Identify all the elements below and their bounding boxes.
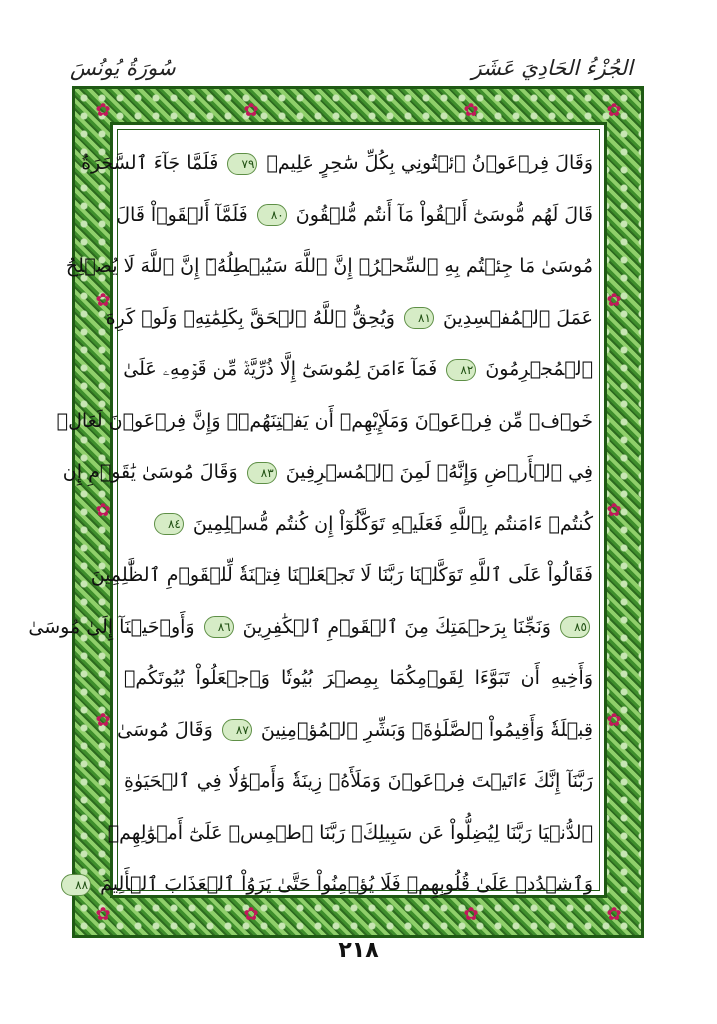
- text-line: [65, 241, 593, 293]
- text-line: [81, 138, 593, 190]
- flower-ornament-icon: ✿: [95, 904, 111, 925]
- ayah-number-marker: ٨٤: [154, 513, 184, 535]
- verse-text: فِي ٱلۡأَرۡضِ وَإِنَّهُۥ لَمِنَ ٱلۡمُسۡرِفِينَ: [285, 461, 593, 483]
- flower-ornament-icon: ✿: [95, 290, 111, 311]
- verse-text: وَأَوۡحَيۡنَآ إِلَىٰ مُوسَىٰ: [28, 615, 195, 638]
- text-line: [90, 550, 593, 602]
- quran-text-block: [28, 138, 593, 911]
- verse-text: وَيُحِقُّ ٱللَّهُ ٱلۡحَقَّ بِكَلِمَٰتِهِۦ وَلَوۡ كَرِهَ: [105, 306, 395, 329]
- flower-ornament-icon: ✿: [606, 710, 622, 731]
- flower-ornament-icon: ✿: [243, 904, 259, 925]
- text-line: [107, 808, 593, 860]
- ayah-number-marker: ٨٠: [257, 204, 287, 226]
- text-line: [105, 293, 593, 345]
- text-line: [116, 190, 593, 242]
- flower-ornament-icon: ✿: [95, 100, 111, 121]
- ayah-number-marker: ٨٣: [247, 462, 277, 484]
- text-line: [124, 499, 593, 551]
- verse-text: خَوۡفٖ مِّن فِرۡعَوۡنَ وَمَلَإِيْهِمۡ أَن يَفۡتِنَهُمۡۚ وَإِنَّ فِرۡعَوۡنَ لَعَالٖ: [56, 409, 593, 432]
- text-line: [62, 447, 593, 499]
- ayah-number-marker: ٧٩: [227, 153, 257, 175]
- flower-ornament-icon: ✿: [463, 904, 479, 925]
- text-line: [28, 602, 593, 654]
- juz-header: الجُزْءُ الحَادِيَ عَشَرَ: [471, 56, 633, 80]
- verse-text: كُنتُمۡ ءَامَنتُم بِٱللَّهِ فَعَلَيۡهِ تَوَكَّلُوٓاْ إِن كُنتُم مُّسۡلِمِينَ: [192, 512, 593, 535]
- verse-text: وَقَالَ مُوسَىٰ يَٰقَوۡمِ إِن: [62, 461, 238, 483]
- verse-text: فَلَمَّآ أَلۡقَوۡاْ قَالَ: [116, 203, 248, 226]
- flower-ornament-icon: ✿: [95, 500, 111, 521]
- text-line: [117, 705, 593, 757]
- verse-text: وَقَالَ فِرۡعَوۡنُ ٱئۡتُونِي بِكُلِّ سَٰحِرٍ عَلِيمٖ: [266, 152, 593, 174]
- flower-ornament-icon: ✿: [243, 100, 259, 121]
- verse-text: وَأَخِيهِ أَن تَبَوَّءَا لِقَوۡمِكُمَا بِمِصۡرَ بُيُوتٗا وَٱجۡعَلُواْ بُيُوتَكُمۡ: [124, 667, 593, 689]
- ayah-number-marker: ٨٦: [204, 616, 234, 638]
- verse-text: قِبۡلَةٗ وَأَقِيمُواْ ٱلصَّلَوٰةَۗ وَبَشِّرِ ٱلۡمُؤۡمِنِينَ: [260, 718, 593, 741]
- text-line: [75, 859, 593, 911]
- verse-text: قَالَ لَهُم مُّوسَىٰٓ أَلۡقُواْ مَآ أَنتُم مُّلۡقُونَ: [295, 203, 593, 226]
- text-line: [124, 344, 593, 396]
- ayah-number-marker: ٨١: [404, 307, 434, 329]
- flower-ornament-icon: ✿: [606, 100, 622, 121]
- verse-text: وَقَالَ مُوسَىٰ: [117, 718, 213, 741]
- verse-text: عَمَلَ ٱلۡمُفۡسِدِينَ: [442, 306, 593, 329]
- ayah-number-marker: ٨٧: [222, 719, 252, 741]
- flower-ornament-icon: ✿: [606, 290, 622, 311]
- verse-text: ٱلۡمُجۡرِمُونَ: [485, 358, 593, 380]
- text-line: [124, 756, 593, 808]
- verse-text: فَقَالُواْ عَلَى ٱللَّهِ تَوَكَّلۡنَا رَبَّنَا لَا تَجۡعَلۡنَا فِتۡنَةٗ لِّلۡقَوۡمِ ٱلظَّٰلِمِينَ: [90, 564, 593, 586]
- flower-ornament-icon: ✿: [606, 904, 622, 925]
- surah-header: سُورَةُ يُونُسَ: [70, 56, 176, 80]
- page-number: ٢١٨: [338, 938, 379, 963]
- flower-ornament-icon: ✿: [463, 100, 479, 121]
- flower-ornament-icon: ✿: [606, 500, 622, 521]
- verse-text: وَنَجِّنَا بِرَحۡمَتِكَ مِنَ ٱلۡقَوۡمِ ٱلۡكَٰفِرِينَ: [242, 615, 551, 638]
- ayah-number-marker: ٨٢: [446, 359, 476, 381]
- text-line: [124, 653, 593, 705]
- verse-text: رَبَّنَآ إِنَّكَ ءَاتَيۡتَ فِرۡعَوۡنَ وَمَلَأَهُۥ زِينَةٗ وَأَمۡوَٰلٗا فِي ٱلۡحَيَوٰةِ: [124, 770, 593, 792]
- ayah-number-marker: ٨٥: [560, 616, 590, 638]
- verse-text: فَمَآ ءَامَنَ لِمُوسَىٰٓ إِلَّا ذُرِّيَّةٞ مِّن قَوۡمِهِۦ عَلَىٰ: [123, 358, 438, 380]
- verse-text: ٱلدُّنۡيَا رَبَّنَا لِيُضِلُّواْ عَن سَبِيلِكَۖ رَبَّنَا ٱطۡمِسۡ عَلَىٰٓ أَمۡوَٰلِهِمۡ: [107, 821, 593, 844]
- text-line: [56, 396, 593, 448]
- verse-text: مُوسَىٰ مَا جِئۡتُم بِهِ ٱلسِّحۡرُۖ إِنَّ ٱللَّهَ سَيُبۡطِلُهُۥٓ إِنَّ ٱللَّهَ لَا يُصۡلِحُ: [65, 255, 593, 277]
- verse-text: فَلَمَّا جَآءَ ٱلسَّحَرَةُ: [81, 152, 219, 174]
- verse-text: وَٱشۡدُدۡ عَلَىٰ قُلُوبِهِمۡ فَلَا يُؤۡمِنُواْ حَتَّىٰ يَرَوُاْ ٱلۡعَذَابَ ٱلۡأَلِيمَ: [100, 873, 593, 895]
- ayah-number-marker: ٨٨: [61, 874, 91, 896]
- flower-ornament-icon: ✿: [95, 710, 111, 731]
